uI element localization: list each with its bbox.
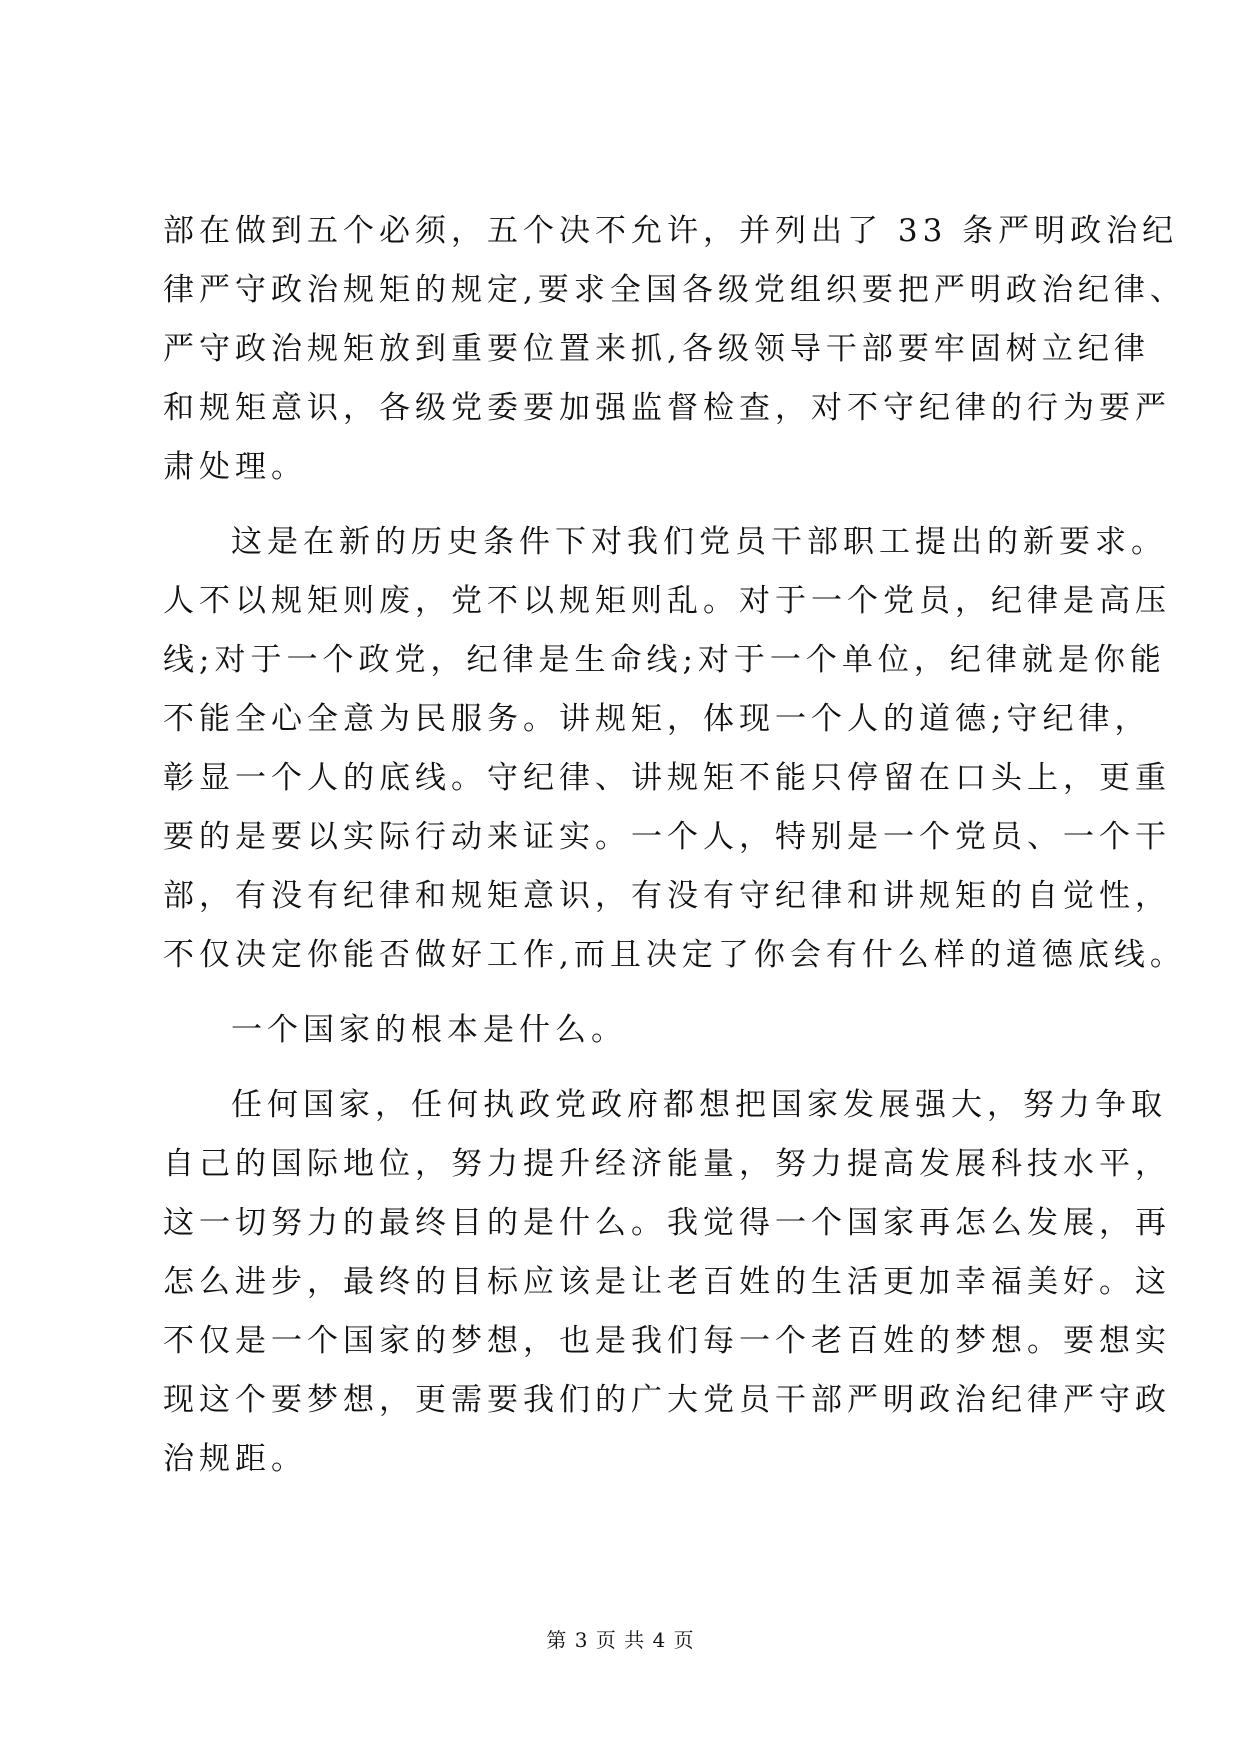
paragraph-line: 线;对于一个政党，纪律是生命线;对于一个单位，纪律就是你能	[163, 642, 1166, 678]
paragraph-line: 肃处理。	[163, 449, 307, 485]
paragraph-line: 不能全心全意为民服务。讲规矩，体现一个人的道德;守纪律，	[163, 701, 1151, 737]
paragraph-line: 这一切努力的最终目的是什么。我觉得一个国家再怎么发展，再	[163, 1205, 1171, 1241]
paragraph-line: 部，有没有纪律和规矩意识，有没有守纪律和讲规矩的自觉性，	[163, 878, 1171, 914]
paragraph-line: 人不以规矩则废，党不以规矩则乱。对于一个党员，纪律是高压	[163, 583, 1171, 619]
paragraph	[163, 1001, 1103, 1060]
paragraph-gap	[163, 985, 1103, 1001]
paragraph-line: 不仅决定你能否做好工作,而且决定了你会有什么样的道德底线。	[163, 937, 1186, 973]
paragraph-line: 自己的国际地位，努力提升经济能量，努力提高发展科技水平，	[163, 1146, 1171, 1182]
paragraph-line: 要的是要以实际行动来证实。一个人，特别是一个党员、一个干	[163, 819, 1171, 855]
paragraph-gap	[163, 1060, 1103, 1076]
paragraph	[163, 513, 1186, 985]
paragraph-line: 律严守政治规矩的规定,要求全国各级党组织要把严明政治纪律、	[163, 272, 1186, 308]
paragraph-line: 彰显一个人的底线。守纪律、讲规矩不能只停留在口头上，更重	[163, 760, 1171, 796]
paragraph-line: 怎么进步，最终的目标应该是让老百姓的生活更加幸福美好。这	[163, 1264, 1171, 1300]
paragraph	[163, 1076, 1171, 1489]
paragraph-line: 这是在新的历史条件下对我们党员干部职工提出的新要求。	[231, 524, 1167, 560]
document-body	[163, 202, 1186, 1489]
paragraph-line: 治规距。	[163, 1441, 307, 1477]
paragraph-line: 严守政治规矩放到重要位置来抓,各级领导干部要牢固树立纪律	[163, 331, 1150, 367]
paragraph-line: 部在做到五个必须，五个决不允许，并列出了 33 条严明政治纪	[163, 213, 1179, 249]
page-footer: 第 3 页 共 4 页	[546, 1628, 695, 1652]
paragraph-line: 现这个要梦想，更需要我们的广大党员干部严明政治纪律严守政	[163, 1382, 1171, 1418]
paragraph-line: 不仅是一个国家的梦想，也是我们每一个老百姓的梦想。要想实	[163, 1323, 1171, 1359]
paragraph-gap	[163, 497, 1103, 513]
paragraph-line: 一个国家的根本是什么。	[231, 1012, 627, 1048]
paragraph	[163, 202, 1186, 497]
paragraph-line: 和规矩意识，各级党委要加强监督检查，对不守纪律的行为要严	[163, 390, 1171, 426]
paragraph-line: 任何国家，任何执政党政府都想把国家发展强大，努力争取	[231, 1087, 1167, 1123]
